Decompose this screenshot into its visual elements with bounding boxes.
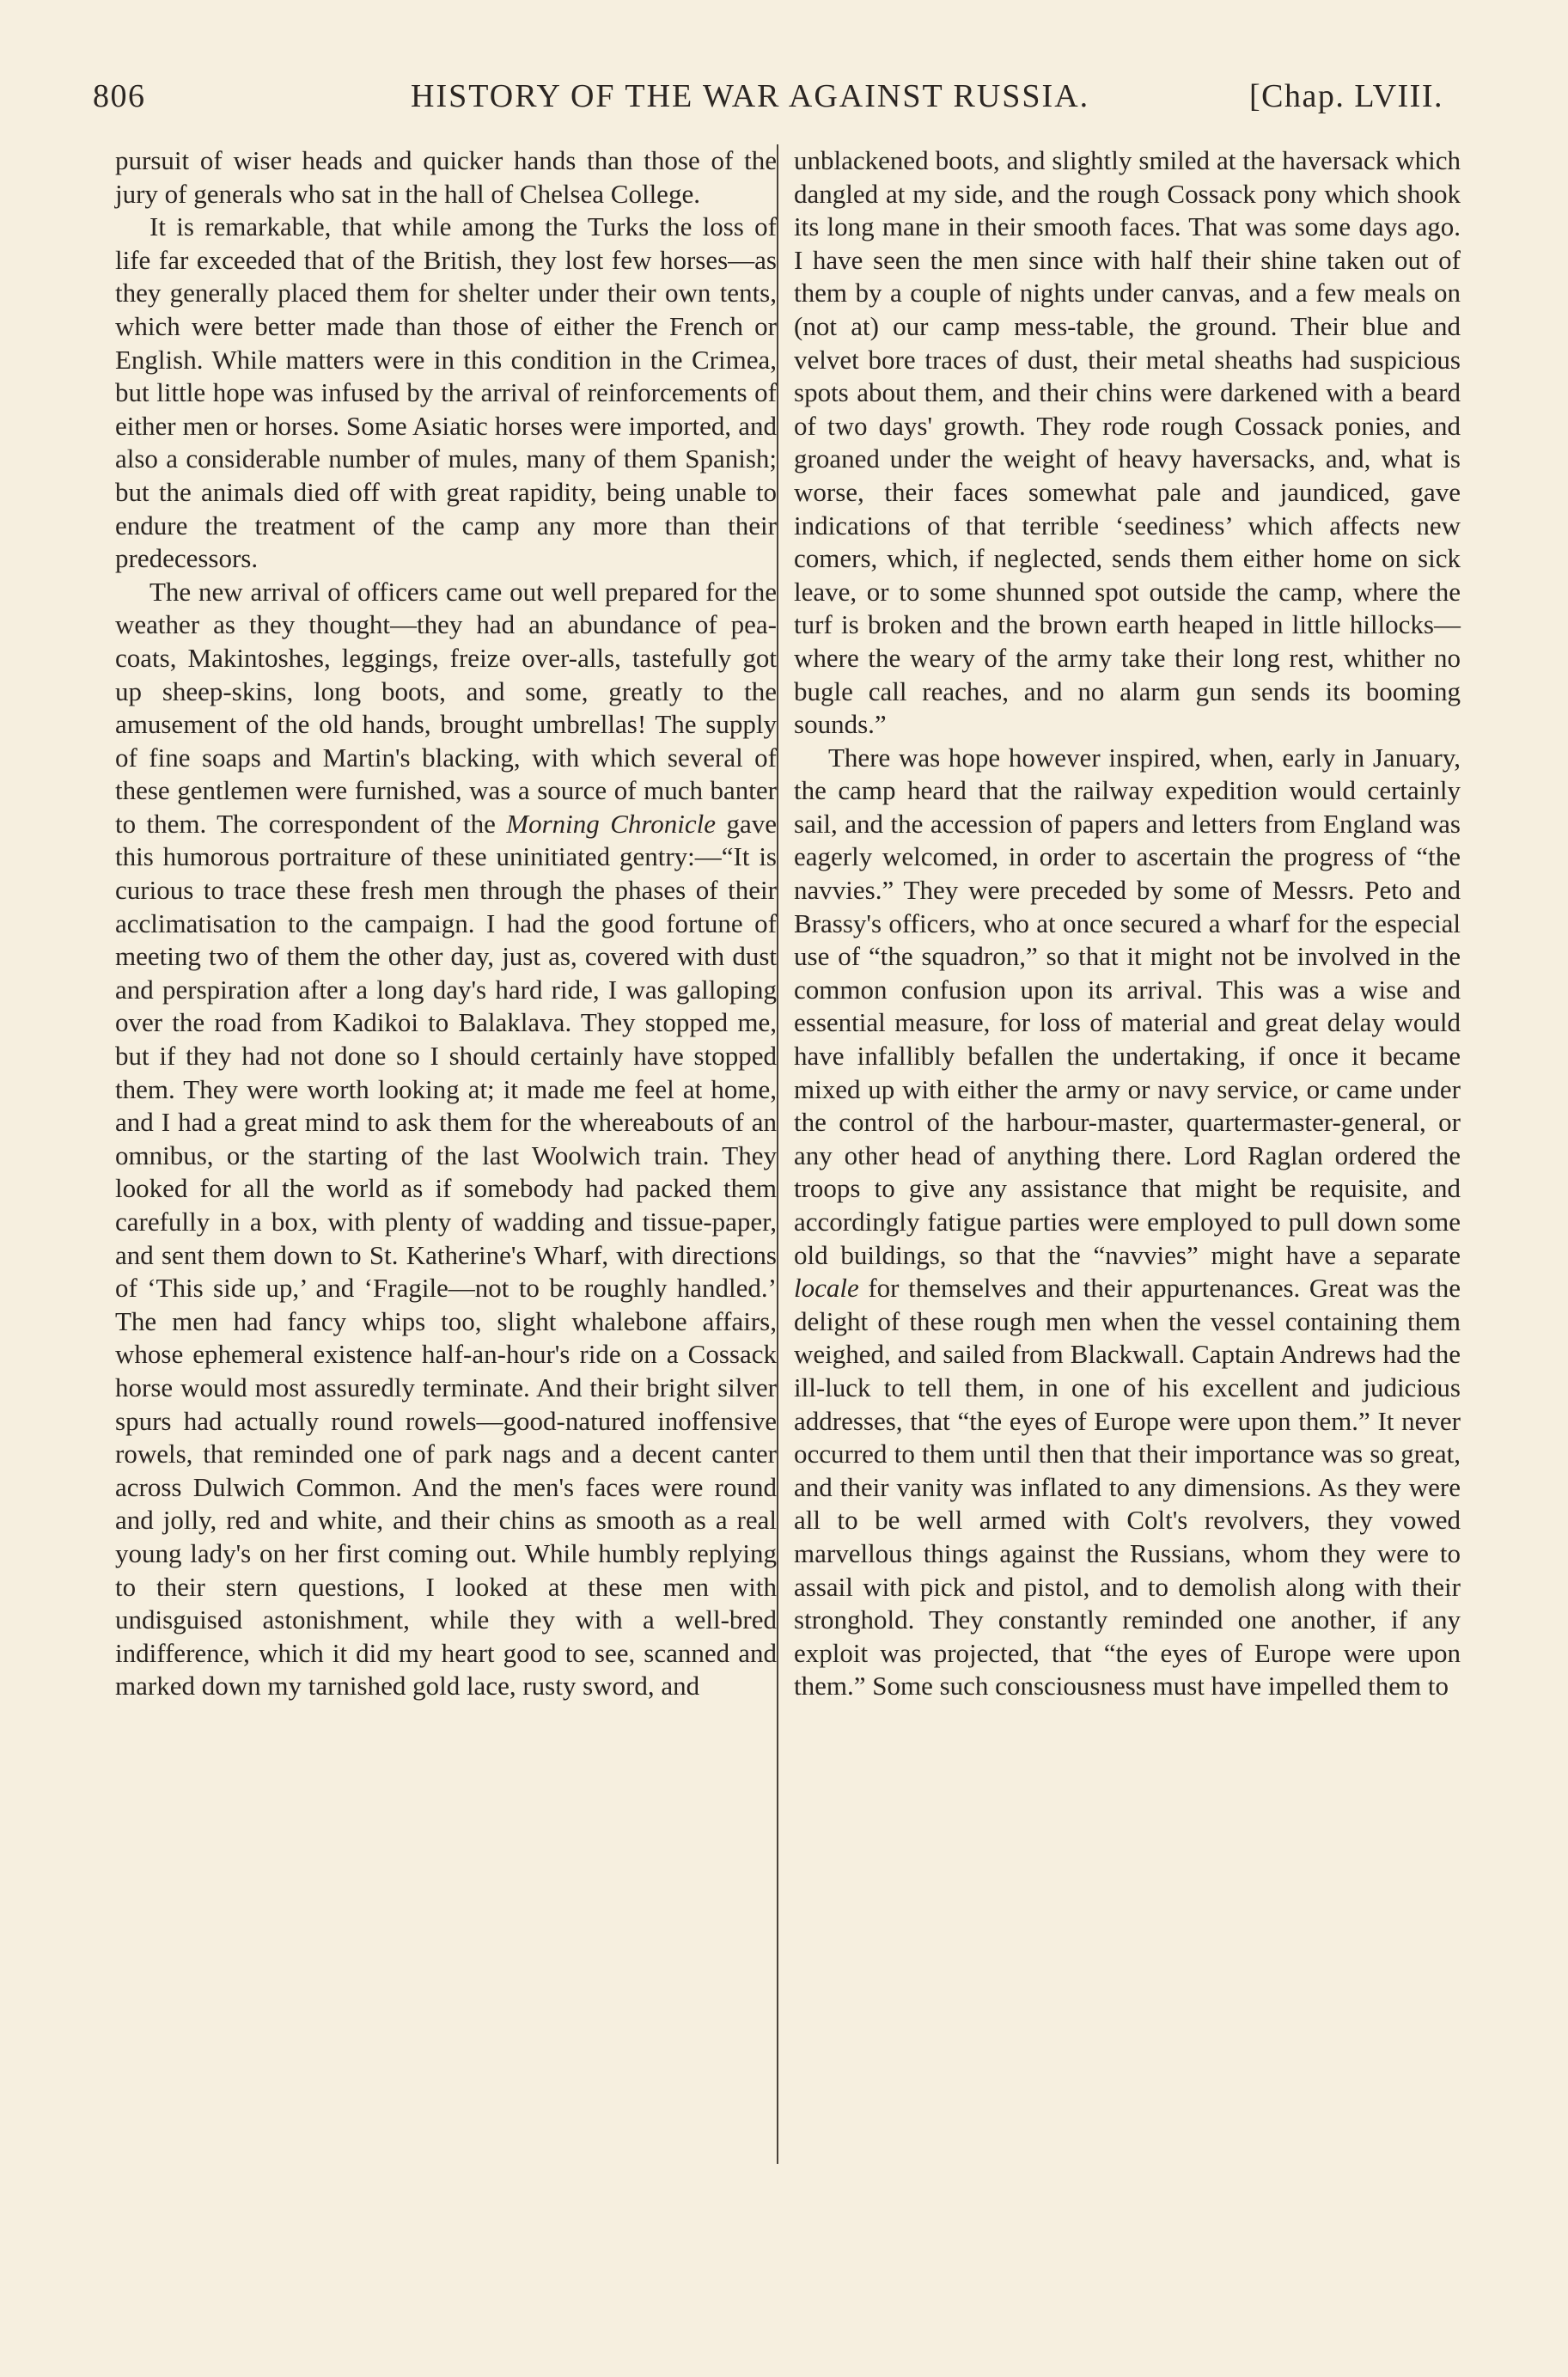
column-divider <box>777 144 778 2164</box>
running-header <box>93 72 1467 124</box>
paragraph: pursuit of wiser heads and quicker hands than those of the jury of generals who sat in the hall of Chelsea College. <box>115 145 777 209</box>
page-number: 806 <box>93 78 146 114</box>
paragraph: unblackened boots, and slightly smiled at the haversack which dangled at my side, and the rough Cossack pony which shook its long mane in their smooth faces. That was some days ago. I have seen the men since with half their shine taken out of them by a couple of nights under canvas, and a few meals on (not at) our camp mess-table, the ground. Their blue and velvet bore traces of dust, their metal sheaths had suspicious spots about them, and their chins were darkened with a beard of two days' growth. They rode rough Cossack ponies, and groaned under the weight of heavy haversacks, and, what is worse, their faces somewhat pale and jaundiced, gave indications of that terrible ‘seediness’ which affects new comers, which, if neglected, sends them either home on sick leave, or to some shunned spot outside the camp, where the turf is broken and the brown earth heaped in little hillocks—where the weary of the army take their long rest, whither no bugle call reaches, and no alarm gun sends its booming sounds.” <box>794 145 1461 740</box>
paragraph <box>115 576 777 1703</box>
paragraph-text: There was hope however inspired, when, early in January, the camp heard that the railway expedition would certainly sail, and the accession of papers and letters from England was eagerly welcomed, in order to ascertain the progress of “the navvies.” They were preceded by some of Messrs. Peto and Brassy's officers, who at once secured a wharf for the especial use of “the squadron,” so that it might not be involved in the common confusion upon its arrival. This was a wise and essential measure, for loss of material and great delay would have infallibly befallen the undertaking, if once it became mixed up with either the army or navy service, or came under the control of the harbour-master, quartermaster-general, or any other head of anything there. Lord Raglan ordered the troops to give any assistance that might be requisite, and accordingly fatigue parties were employed to pull down some old buildings, so that the “navvies” might have a separate <box>794 742 1461 1270</box>
paragraph-text: for themselves and their appurtenances. Great was the delight of these rough men when the vessel containing them weighed, and sailed from Blackwall. Captain Andrews had the ill-luck to tell them, in one of his excellent and judicious addresses, that “the eyes of Europe were upon them.” It never occurred to them until then that their importance was so great, and their vanity was inflated to any dimensions. As they were all to be well armed with Colt's revolvers, they vowed marvellous things against the Russians, whom they were to assail with pick and pistol, and to demolish along with their stronghold. They constantly reminded one another, if any exploit was projected, that “the eyes of Europe were upon them.” Some such consciousness must have impelled them to <box>794 1273 1461 1702</box>
running-title: HISTORY OF THE WAR AGAINST RUSSIA. <box>411 78 1090 114</box>
paragraph-text: The new arrival of officers came out well prepared for the weather as they thought—they had an abundance of pea-coats, Makintoshes, leggings, freize over-alls, tastefully got up sheep-skins, long boots, and some, greatly to the amusement of the old hands, brought umbrellas! The supply of fine soaps and Martin's blacking, with which several of these gentlemen were furnished, was a source of much banter to them. The correspondent of the <box>115 576 777 839</box>
paragraph-text: gave this humorous portraiture of these uninitiated gentry:—“It is curious to trace these fresh men through the phases of their acclimatisation to the campaign. I had the good fortune of meeting two of them the other day, just as, covered with dust and perspiration after a long day's hard ride, I was galloping over the road from Kadikoi to Balaklava. They stopped me, but if they had not done so I should certainly have stopped them. They were worth looking at; it made me feel at home, and I had a great mind to ask them for the whereabouts of an omnibus, or the starting of the last Woolwich train. They looked for all the world as if somebody had packed them carefully in a box, with plenty of wadding and tissue-paper, and sent them down to St. Katherine's Wharf, with directions of ‘This side up,’ and ‘Fragile—not to be roughly handled.’ The men had fancy whips too, slight whalebone affairs, whose ephemeral existence half-an-hour's ride on a Cossack horse would most assuredly terminate. And their bright silver spurs had actually round rowels—good-natured inoffensive rowels, that reminded one of park nags and a decent canter across Dulwich Common. And the men's faces were round and jolly, red and white, and their chins as smooth as a real young lady's on her first coming out. While humbly replying to their stern questions, I looked at these men with undisguised astonishment, while they with a well-bred indifference, which it did my heart good to see, scanned and marked down my tarnished gold lace, rusty sword, and <box>115 808 777 1702</box>
italic-word: locale <box>794 1273 859 1304</box>
paragraph: It is remarkable, that while among the Turks the loss of life far exceeded that of the British, they lost few horses—as they generally placed them for shelter under their own tents, which were better made than those of either the French or English. While matters were in this condition in the Crimea, but little hope was infused by the arrival of reinforcements of either men or horses. Some Asiatic horses were imported, and also a considerable number of mules, many of them Spanish; but the animals died off with great rapidity, being unable to endure the treatment of the camp any more than their predecessors. <box>115 211 777 574</box>
paragraph <box>794 742 1461 1703</box>
chapter-label: [Chap. LVIII. <box>1249 78 1443 114</box>
right-column <box>794 144 1461 1703</box>
left-column <box>115 144 777 1703</box>
newspaper-title: Morning Chronicle <box>506 808 717 839</box>
